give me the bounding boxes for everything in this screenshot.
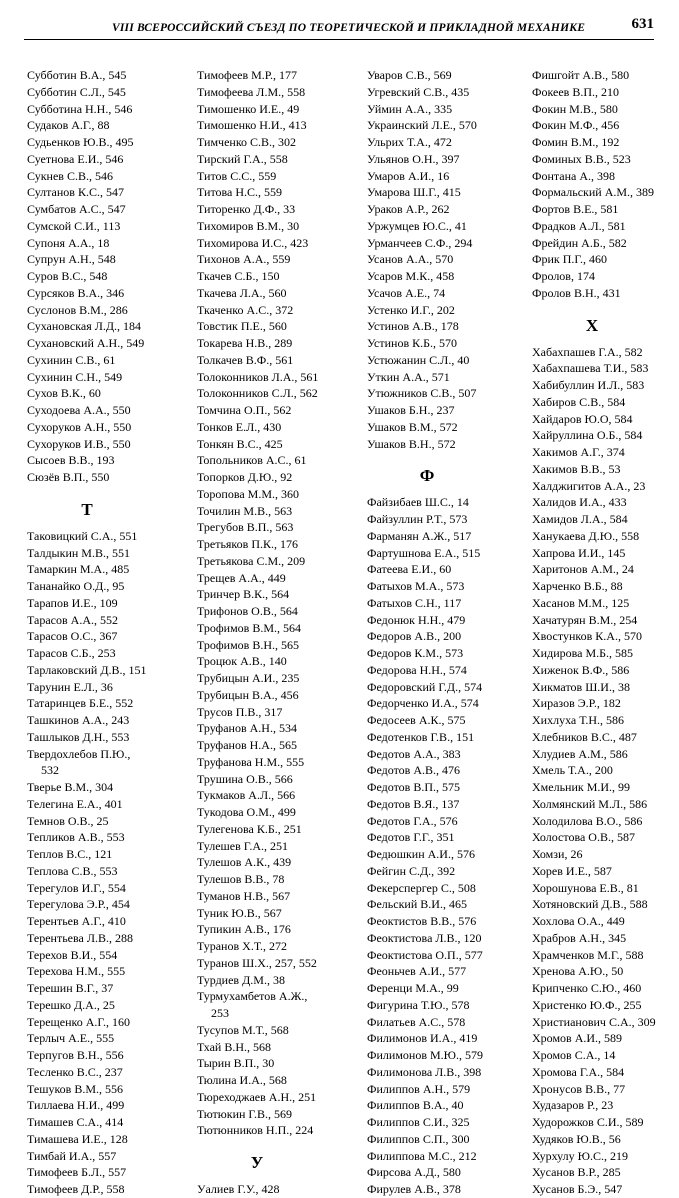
index-entry: Тимашева И.Е., 128: [27, 1131, 128, 1146]
index-entry: Троцюк А.В., 140: [197, 654, 287, 669]
index-entry: Фигурина Т.Ю., 578: [367, 997, 470, 1012]
index-entry: Сухановский А.Н., 549: [27, 336, 145, 350]
index-entry: Сухоруков И.В., 550: [27, 436, 131, 451]
index-entry: Халидов И.А., 433: [532, 495, 627, 510]
index-entry: Ушаков В.М., 572: [367, 419, 458, 434]
entry-list: [197, 1022, 355, 1139]
index-column-4: [532, 67, 679, 1198]
index-entry: Тимошенко Н.И., 413: [197, 118, 307, 133]
index-entry: Файзуллин Р.Т., 573: [367, 512, 468, 526]
entry-list: [27, 779, 185, 1198]
index-entry: Устинов А.В., 178: [367, 319, 459, 334]
index-entry: Тепликов А.В., 553: [27, 830, 125, 845]
page-header: [24, 18, 654, 40]
index-entry: Тукодова О.М., 499: [197, 805, 296, 819]
index-entry: Хайруллина О.Б., 584: [532, 428, 643, 443]
index-entry: Хусанов В.Р., 285: [532, 1165, 621, 1180]
entry-list: [367, 67, 525, 452]
index-entry: Хихлуха Т.Н., 586: [532, 713, 625, 727]
index-entry: Федотенков Г.В., 151: [367, 729, 475, 744]
index-entry: Сухинин С.Н., 549: [27, 369, 123, 384]
running-title: VIII ВСЕРОССИЙСКИЙ СЪЕЗД ПО ТЕОРЕТИЧЕСКОЙ И ПРИКЛАДНОЙ МЕХАНИКЕ: [112, 22, 586, 34]
entry-list: [532, 67, 679, 302]
index-entry: Хайдаров Ю.О, 584: [532, 411, 633, 426]
index-entry: Тарлаковский Д.В., 151: [27, 662, 147, 677]
index-entry: Холодилова В.О., 586: [532, 813, 643, 828]
index-entry: Тверье В.М., 304: [27, 780, 114, 794]
index-entry: Умарова Ш.Г., 415: [367, 185, 461, 200]
letter-heading-t: Т: [81, 499, 93, 519]
index-entry: Титова Н.С., 559: [197, 185, 283, 200]
index-entry: Халджигитов А.А., 23: [532, 478, 646, 493]
index-entry: Суетнова Е.И., 546: [27, 151, 124, 166]
letter-heading-u: У: [250, 1153, 264, 1172]
index-entry: Тхай В.Н., 568: [197, 1039, 271, 1054]
index-entry: Ульянов О.Н., 397: [367, 151, 460, 166]
index-entry: Тарасов С.Б., 253: [27, 646, 116, 660]
index-entry: Тулешев Г.А., 251: [197, 838, 289, 853]
index-entry: Темнов О.В., 25: [27, 813, 109, 828]
index-column-3: [367, 67, 525, 1198]
index-entry: Татаринцев Б.Е., 552: [27, 696, 134, 711]
index-entry: Трушина О.В., 566: [197, 771, 293, 786]
index-column-2: [197, 67, 355, 1198]
index-entry: Сумбатов А.С., 547: [27, 202, 126, 216]
index-entry: Уткин А.А., 571: [367, 369, 450, 384]
index-entry: Фирулев А.В., 378: [367, 1182, 461, 1196]
index-entry: Филимонов М.Ю., 579: [367, 1048, 483, 1062]
index-entry: Тарунин Е.Л., 36: [27, 679, 113, 694]
index-entry: Хмель Т.А., 200: [532, 763, 613, 778]
index-entry: Субботин В.А., 545: [27, 68, 127, 82]
index-entry: Фокеев В.П., 210: [532, 84, 619, 99]
index-entry: Хамидов Л.А., 584: [532, 512, 628, 526]
index-entry: Тырин В.П., 30: [197, 1056, 275, 1071]
index-entry: Федотов А.В., 476: [367, 763, 461, 778]
index-entry: Тусупов М.Т., 568: [197, 1022, 289, 1037]
index-entry: Труфанов Н.А., 565: [197, 738, 297, 752]
index-entry: Фонтана А., 398: [532, 168, 616, 183]
index-entry: Ульрих Т.А., 472: [367, 135, 452, 149]
index-entry: Филиппов С.И., 325: [367, 1115, 470, 1129]
index-entry: Терехов В.И., 554: [27, 947, 118, 962]
index-entry: Толоконников Л.А., 561: [197, 369, 319, 384]
index-entry: Тукмаков А.Л., 566: [197, 788, 296, 803]
index-entry: Хапрова И.И., 145: [532, 545, 626, 560]
index-entry: Ушаков В.Н., 572: [367, 436, 456, 451]
index-entry: Телегина Е.А., 401: [27, 796, 123, 811]
index-entry: Харченко В.Б., 88: [532, 579, 623, 593]
index-entry: Федоров К.М., 573: [367, 646, 464, 660]
index-entry: Сукнев С.В., 546: [27, 168, 113, 183]
index-entry: Тулешов В.В., 78: [197, 872, 285, 886]
index-entry: Усаров М.К., 458: [367, 269, 455, 283]
index-entry: Федорова Н.Н., 574: [367, 662, 467, 677]
index-entry: Умаров А.И., 16: [367, 168, 450, 183]
index-entry: Ткаченко А.С., 372: [197, 302, 294, 317]
index-entry: Терешко Д.А., 25: [27, 997, 115, 1012]
index-entry: Трещев А.А., 449: [197, 570, 286, 585]
letter-heading-kh: Х: [585, 315, 599, 335]
index-entry: Хабиров С.В., 584: [532, 394, 626, 409]
index-entry: Терпугов В.Н., 556: [27, 1048, 124, 1062]
index-entry: Толкачев В.Ф., 561: [197, 352, 294, 367]
index-entry: Туранов Ш.Х., 257, 552: [197, 955, 317, 970]
index-entry: Ференци М.А., 99: [367, 981, 459, 995]
index-entry: Фатыхов М.А., 573: [367, 579, 465, 593]
index-entry: Хидирова М.Б., 585: [532, 646, 634, 660]
index-entry: Фрадков А.Л., 581: [532, 218, 626, 233]
index-entry: Формальский А.М., 389: [532, 185, 655, 200]
index-entry: Хабахпашева Т.И., 583: [532, 361, 649, 376]
index-entry: Субботина Н.Н., 546: [27, 101, 133, 116]
index-entry: Топорков Д.Ю., 92: [197, 470, 293, 484]
index-entry: Тимофеева Л.М., 558: [197, 84, 306, 99]
index-entry-continuation: 532: [41, 763, 59, 778]
index-entry: Тупикин А.В., 176: [197, 922, 291, 937]
index-entry: Хиразов Э.Р., 182: [532, 696, 621, 711]
index-entry: Холмянский М.Л., 586: [532, 796, 648, 811]
index-entry: Худорожков С.И., 589: [532, 1115, 644, 1129]
index-entry: Федоров А.В., 200: [367, 629, 462, 644]
index-entry: Тихонов А.А., 559: [197, 252, 291, 267]
index-entry: Фарманян А.Ж., 517: [367, 528, 472, 543]
index-entry: Туранов Х.Т., 272: [197, 939, 287, 953]
index-entry: Христианович С.А., 309: [532, 1014, 656, 1029]
index-entry: Супоня А.А., 18: [27, 235, 110, 250]
index-entry-continuation: 253: [211, 1006, 229, 1020]
index-entry: Холостова О.В., 587: [532, 830, 635, 845]
entry-list: [197, 1181, 355, 1198]
index-entry: Тихомиров В.М., 30: [197, 218, 300, 233]
index-entry: Федотов Г.А., 576: [367, 813, 458, 828]
index-entry: Третьяков П.К., 176: [197, 537, 298, 551]
index-entry: Хиженок В.Ф., 586: [532, 662, 630, 677]
index-entry: Филиппов С.П., 300: [367, 1131, 470, 1146]
index-entry: Тимофеев Б.Л., 557: [27, 1165, 127, 1180]
index-entry: Крипченко С.Ю., 460: [532, 981, 642, 995]
index-entry: Уймин А.А., 335: [367, 101, 453, 116]
index-entry: Филатьев А.С., 578: [367, 1014, 466, 1029]
index-entry: Усачов А.Е., 74: [367, 285, 446, 300]
index-entry: Тимченко С.В., 302: [197, 135, 297, 149]
index-entry: Токарева Н.В., 289: [197, 336, 293, 350]
index-entry: Фекерспергер С., 508: [367, 880, 476, 895]
index-entry: Терентьева Л.В., 288: [27, 930, 133, 945]
index-entry: Топольников А.С., 61: [197, 453, 307, 468]
index-entry: Хасанов М.М., 125: [532, 595, 630, 610]
index-entry: Фишгойт А.В., 580: [532, 68, 630, 82]
index-entry: Тарапов И.Е., 109: [27, 595, 118, 610]
index-entry: Файзибаев Ш.С., 14: [367, 495, 469, 510]
index-entry: Трегубов В.П., 563: [197, 520, 294, 535]
index-entry: Тюреходжаев А.Н., 251: [197, 1089, 317, 1104]
index-entry: Федорченко И.А., 574: [367, 696, 479, 711]
index-entry: Федосеев А.К., 575: [367, 713, 466, 727]
index-entry: Терегулова Э.Р., 454: [27, 897, 130, 912]
index-entry: Хакимов А.Г., 374: [532, 445, 625, 459]
index-entry: Тринчер В.К., 564: [197, 587, 290, 602]
index-entry: Супрун А.Н., 548: [27, 252, 116, 267]
index-entry: Федотов Г.Г., 351: [367, 830, 455, 845]
index-entry: Филиппова М.С., 212: [367, 1148, 477, 1163]
index-entry: Трубицын В.А., 456: [197, 687, 299, 702]
index-entry: Феоктистова Л.В., 120: [367, 930, 482, 945]
index-entry: Хронусов В.В., 77: [532, 1081, 626, 1096]
index-entry: Толоконников С.Л., 562: [197, 386, 318, 401]
index-entry: Хромов А.И., 589: [532, 1031, 623, 1046]
entry-list: [532, 344, 679, 1198]
index-entry: Хотяновский Д.В., 588: [532, 897, 648, 912]
index-entry: Феоктистова О.П., 577: [367, 947, 483, 962]
index-entry: Сысоев В.В., 193: [27, 453, 115, 468]
index-entry: Тамаркин М.А., 485: [27, 562, 130, 577]
index-entry: Тимбай И.А., 557: [27, 1148, 117, 1163]
index-entry: Туманов Н.В., 567: [197, 888, 291, 903]
index-entry: Теплова С.В., 553: [27, 863, 118, 878]
index-column-1: [27, 67, 185, 1198]
index-entry: Федотов В.Я., 137: [367, 796, 460, 811]
index-entry: Труфанов А.Н., 534: [197, 721, 297, 736]
index-entry: Талдыкин М.В., 551: [27, 545, 130, 560]
index-entry: Устинов К.Б., 570: [367, 336, 458, 350]
index-entry: Хабахпашев Г.А., 582: [532, 344, 643, 359]
index-entry: Трифонов О.В., 564: [197, 604, 298, 618]
index-entry: Филимонова Л.В., 398: [367, 1064, 482, 1079]
index-entry: Тимофеев М.Р., 177: [197, 68, 297, 82]
index-entry: Уваров С.В., 569: [367, 68, 452, 82]
index-entry: Товстик П.Е., 560: [197, 319, 287, 334]
index-entry: Терентьев А.Г., 410: [27, 914, 126, 928]
index-entry: Тонков Е.Л., 430: [197, 419, 282, 434]
index-entry: Фирсова А.Д., 580: [367, 1165, 461, 1180]
index-entry: Ткачева Л.А., 560: [197, 285, 287, 300]
index-entry: Хурхулу Ю.С., 219: [532, 1148, 628, 1163]
index-entry: Точилин М.В., 563: [197, 503, 293, 518]
index-entry: Торопова М.М., 360: [197, 486, 300, 501]
index-entry: Сухинин С.В., 61: [27, 352, 116, 367]
index-entry: Сурсяков В.А., 346: [27, 285, 125, 300]
index-entry: Сухановская Л.Д., 184: [27, 319, 142, 334]
page-number: 631: [631, 16, 654, 32]
index-entry: Тимашев С.А., 414: [27, 1115, 124, 1129]
entry-list: [27, 528, 185, 746]
index-entry: Фрик П.Г., 460: [532, 252, 607, 267]
index-entry: Фартушнова Е.А., 515: [367, 545, 481, 560]
index-entry: Субботин С.Л., 545: [27, 84, 126, 99]
index-entry: Тулегенова К.Б., 251: [197, 821, 302, 836]
index-entry: Титов С.С., 559: [197, 168, 277, 183]
index-entry: Ушаков Б.Н., 237: [367, 403, 455, 417]
index-entry: Ташлыков Д.Н., 553: [27, 729, 130, 744]
index-entry: Фатыхов С.Н., 117: [367, 595, 462, 610]
index-entry: Суслонов В.М., 286: [27, 302, 128, 317]
index-entry: Таковицкий С.А., 551: [27, 528, 138, 543]
index-entry: Угревский С.В., 435: [367, 84, 470, 99]
index-entry: Федотов А.А., 383: [367, 746, 461, 761]
index-entry: Харитонов А.М., 24: [532, 562, 634, 577]
index-entry: Федюшкин А.И., 576: [367, 847, 475, 861]
entry-list: [367, 494, 525, 1198]
index-entry: Христенко Ю.Ф., 255: [532, 997, 642, 1012]
index-entry: Хлудиев А.М., 586: [532, 746, 628, 761]
index-entry: Феоктистов В.В., 576: [367, 914, 477, 928]
index-entry: Тютюкин Г.В., 569: [197, 1106, 293, 1121]
index-entry: Тананайко О.Д., 95: [27, 579, 125, 593]
index-entry: Храбров А.Н., 345: [532, 930, 627, 945]
index-entry: Уржумцев Ю.С., 41: [367, 218, 467, 233]
index-entry: Трубицын А.И., 235: [197, 671, 300, 685]
index-entry: Хорев И.Е., 587: [532, 863, 612, 878]
index-entry: Тихомирова И.С., 423: [197, 235, 309, 250]
index-entry: Тарасов О.С., 367: [27, 629, 118, 644]
entry-list: [197, 67, 355, 988]
index-entry: Тиллаева Н.И., 499: [27, 1098, 125, 1113]
index-entry: Хлебников В.С., 487: [532, 729, 637, 744]
index-entry: Хвостунков К.А., 570: [532, 629, 642, 644]
index-entry: Судаков А.Г., 88: [27, 118, 110, 133]
index-entry: Филимонов И.А., 419: [367, 1031, 478, 1046]
index-entry: Утюжников С.В., 507: [367, 386, 477, 401]
index-entry: Тимошенко И.Е., 49: [197, 101, 300, 116]
index-entry: Фокин М.В., 580: [532, 101, 618, 116]
index-entry: Тарасов А.А., 552: [27, 612, 119, 627]
index-entry: Хромов С.А., 14: [532, 1048, 616, 1062]
index-entry: Федонюк Н.Н., 479: [367, 612, 466, 627]
index-entry: Фельский В.И., 465: [367, 897, 467, 912]
index-entry: Титоренко Д.Ф., 33: [197, 202, 296, 216]
index-entry: Сухоруков А.Н., 550: [27, 419, 132, 434]
index-entry: Хохлова О.А., 449: [532, 914, 625, 928]
index-entry: Фокин М.Ф., 456: [532, 118, 620, 133]
index-entry: Ханукаева Д.Ю., 558: [532, 528, 640, 543]
index-entry: Терехова Н.М., 555: [27, 964, 126, 979]
index-entry: Сухов В.К., 60: [27, 386, 101, 401]
entry-list: [27, 67, 185, 486]
index-entry: Терешин В.Г., 37: [27, 981, 114, 995]
index-entry: Суходоева А.А., 550: [27, 403, 131, 417]
index-entry: Худазаров Р., 23: [532, 1098, 614, 1113]
index-entry: Фрейдин А.Б., 582: [532, 235, 627, 250]
index-entry: Трофимов В.Н., 565: [197, 637, 299, 652]
index-entry: Фролов В.Н., 431: [532, 285, 621, 300]
index-entry: Терещенко А.Г., 160: [27, 1014, 130, 1029]
index-entry: Туник Ю.В., 567: [197, 905, 282, 920]
index-entry: Фортов В.Е., 581: [532, 202, 619, 216]
index-entry: Федотов В.П., 575: [367, 780, 461, 794]
letter-heading-f: Ф: [419, 466, 435, 486]
index-entry: Уалиев Г.У., 428: [197, 1182, 280, 1196]
index-entry: Тесленко В.С., 237: [27, 1064, 123, 1079]
index-entry: Ураков А.Р., 262: [367, 202, 450, 216]
index-entry: Фролов, 174: [532, 269, 595, 283]
index-entry: Фейгин С.Д., 392: [367, 863, 456, 878]
index-entry: Суров В.С., 548: [27, 269, 108, 283]
index-entry: Феоньчев А.И., 577: [367, 964, 467, 979]
index-entry: Федоровский Г.Д., 574: [367, 679, 483, 694]
index-entry: Фомин В.М., 192: [532, 135, 620, 149]
index-entry: Теплов В.С., 121: [27, 847, 113, 861]
index-entry: Тонкян В.С., 425: [197, 436, 283, 451]
index-entry: Устенко И.Г., 202: [367, 302, 455, 317]
index-entry: Твердохлебов П.Ю.,: [27, 746, 131, 761]
index-entry: Устюжанин С.Л., 40: [367, 352, 470, 367]
index-entry: Турмухамбетов А.Ж.,: [197, 989, 308, 1004]
index-entry: Хомзи, 26: [532, 847, 583, 861]
index-entry: Филиппов А.Н., 579: [367, 1081, 471, 1096]
index-entry: Тюлина И.А., 568: [197, 1073, 287, 1087]
index-entry: Хакимов В.В., 53: [532, 461, 621, 476]
index-entry: Сюзёв В.П., 550: [27, 470, 110, 484]
index-entry: Хренова А.Ю., 50: [532, 964, 624, 979]
index-entry: Султанов К.С., 547: [27, 185, 124, 200]
index-entry: Украинский Л.Е., 570: [367, 118, 477, 133]
index-entry: Судьенков Ю.В., 495: [27, 135, 134, 149]
index-entry: Хачатурян В.М., 254: [532, 612, 638, 627]
index-entry: Труфанова Н.М., 555: [197, 754, 305, 769]
index-entry: Терлыч А.Е., 555: [27, 1031, 115, 1046]
index-entry: Хмельник М.И., 99: [532, 780, 631, 794]
index-entry: Фоминых В.В., 523: [532, 151, 631, 166]
index-entry: Томчина О.П., 562: [197, 403, 292, 417]
index-entry: Терегулов И.Г., 554: [27, 880, 126, 895]
index-entry: Третьякова С.М., 209: [197, 553, 306, 568]
index-entry: Храмченков М.Г., 588: [532, 947, 644, 962]
index-entry: Хабибуллин И.Л., 583: [532, 378, 645, 392]
index-entry: Ташкинов А.А., 243: [27, 713, 130, 727]
index-entry: Тешуков В.М., 556: [27, 1081, 123, 1096]
index-entry: Тютюнников Н.П., 224: [197, 1123, 314, 1138]
index-entry: Тирский Г.А., 558: [197, 151, 288, 166]
index-entry: Хусанов Б.Э., 547: [532, 1182, 623, 1196]
index-entry: Хорошунова Е.В., 81: [532, 880, 639, 895]
index-entry: Ткачев С.Б., 150: [197, 269, 280, 283]
index-entry: Филиппов В.А., 40: [367, 1098, 464, 1113]
index-entry: Тулешов А.К., 439: [197, 855, 292, 870]
index-entry: Сумской С.И., 113: [27, 218, 121, 233]
index-entry: Усанов А.А., 570: [367, 252, 454, 267]
index-entry: Хикматов Ш.И., 38: [532, 679, 630, 694]
index-entry: Хромова Г.А., 584: [532, 1064, 625, 1079]
index-entry: Турдиев Д.М., 38: [197, 972, 285, 987]
index-entry: Трофимов В.М., 564: [197, 620, 302, 635]
index-entry: Тимофеев Д.Р., 558: [27, 1182, 125, 1196]
index-entry: Урманчеев С.Ф., 294: [367, 235, 473, 250]
index-entry: Трусов П.В., 317: [197, 704, 283, 719]
index-entry: Фатеева Е.И., 60: [367, 562, 452, 577]
index-entry: Худяков Ю.В., 56: [532, 1131, 621, 1146]
